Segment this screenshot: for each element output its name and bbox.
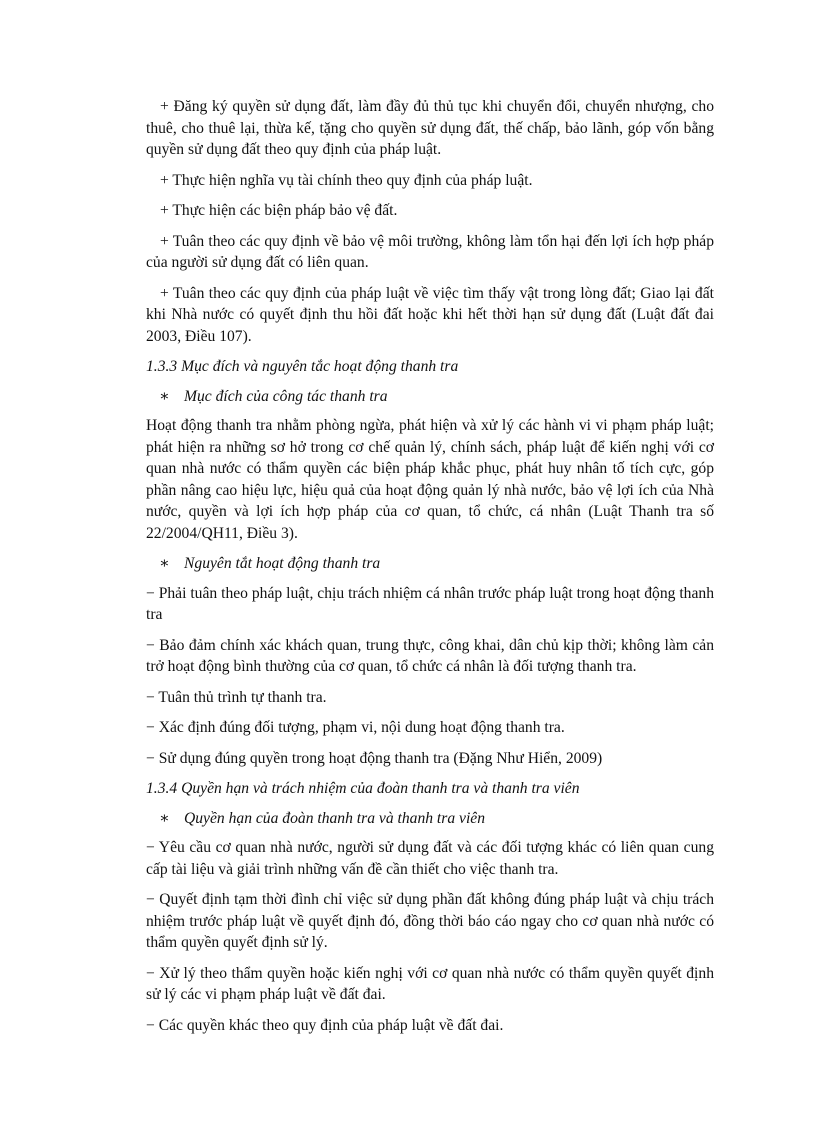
list-item-rights-usage: − Sử dụng đúng quyền trong hoạt động thanh tra (Đặng Như Hiển, 2009) [146, 749, 603, 767]
list-item-other-rights: − Các quyền khác theo quy định của pháp luật về đất đai. [146, 1016, 504, 1034]
paragraph-inspection-purpose: Hoạt động thanh tra nhằm phòng ngừa, phát hiện và xử lý các hành vi vi phạm pháp luật; phát hiện ra những sơ hở trong cơ chế quản lý, chính sách, pháp luật để kiến nghị với cơ quan nhà nước có thẩm quyền các biện pháp khắc phục, phát huy nhân tố tích cực, góp phần nâng cao hiệu lực, hiệu quả của hoạt động quản lý nhà nước, bảo vệ lợi ích của Nhà nước, quyền và lợi ích hợp pháp của cơ quan, tổ chức, cá nhân (Luật Thanh tra số 22/2004/QH11, Điều 3). [146, 417, 714, 542]
list-item-suspend-usage: − Quyết định tạm thời đình chỉ việc sử dụng phần đất không đúng pháp luật và chịu trách nhiệm trước pháp luật về quyết định đó, đồng thời báo cáo ngay cho cơ quan nhà nước có thẩm quyền quyết định sử lý. [146, 891, 714, 951]
list-item-request-documents: − Yêu cầu cơ quan nhà nước, người sử dụng đất và các đối tượng khác có liên quan cung cấp tài liệu và giải trình những vấn đề cần thiết cho việc thanh tra. [146, 839, 714, 878]
list-item-scope: − Xác định đúng đối tượng, phạm vi, nội dung hoạt động thanh tra. [146, 719, 565, 736]
list-item-comply-law: − Phải tuân theo pháp luật, chịu trách nhiệm cá nhân trước pháp luật trong hoạt động thanh tra [146, 584, 714, 623]
asterisk-bullet-icon: ∗ [159, 555, 170, 572]
asterisk-bullet-icon: ∗ [159, 387, 170, 405]
paragraph-land-registration: + Đăng ký quyền sử dụng đất, làm đầy đủ thủ tục khi chuyển đổi, chuyển nhượng, cho thuê, cho thuê lại, thừa kế, tặng cho quyền sử dụng đất, thế chấp, bảo lãnh, góp vốn bằng quyền sử dụng đất theo quy định của pháp luật. [146, 98, 714, 158]
subheading-authority [146, 808, 714, 830]
list-item-procedure: − Tuân thủ trình tự thanh tra. [146, 688, 327, 706]
list-item-handle-violations: − Xử lý theo thẩm quyền hoặc kiến nghị với cơ quan nhà nước có thẩm quyền quyết định sử lý các vi phạm pháp luật về đất đai. [146, 964, 714, 1003]
subheading-purpose [146, 386, 714, 408]
section-heading-1-3-3: 1.3.3 Mục đích và nguyên tắc hoạt động thanh tra [146, 358, 459, 375]
paragraph-environment: + Tuân theo các quy định về bảo vệ môi trường, không làm tổn hại đến lợi ích hợp pháp của người sử dụng đất có liên quan. [146, 232, 714, 271]
paragraph-financial-obligation: + Thực hiện nghĩa vụ tài chính theo quy định của pháp luật. [160, 171, 533, 189]
subheading-principles [146, 553, 714, 575]
subheading-authority-text: Quyền hạn của đoàn thanh tra và thanh tra viên [184, 809, 486, 827]
list-item-accuracy: − Bảo đảm chính xác khách quan, trung thực, công khai, dân chủ kịp thời; không làm cản trở hoạt động bình thường của cơ quan, tổ chức cá nhân là đối tượng thanh tra. [146, 636, 714, 675]
paragraph-land-protection: + Thực hiện các biện pháp bảo vệ đất. [160, 202, 398, 219]
asterisk-bullet-icon: ∗ [159, 809, 170, 827]
document-page [146, 96, 714, 1045]
paragraph-underground-objects: + Tuân theo các quy định của pháp luật về việc tìm thấy vật trong lòng đất; Giao lại đất khi Nhà nước có quyết định thu hồi đất hoặc khi hết thời hạn sử dụng đất (Luật đất đai 2003, Điều 107). [146, 284, 714, 345]
subheading-principles-text: Nguyên tắt hoạt động thanh tra [184, 555, 381, 572]
section-heading-1-3-4: 1.3.4 Quyền hạn và trách nhiệm của đoàn thanh tra và thanh tra viên [146, 780, 580, 797]
subheading-purpose-text: Mục đích của công tác thanh tra [184, 387, 388, 405]
